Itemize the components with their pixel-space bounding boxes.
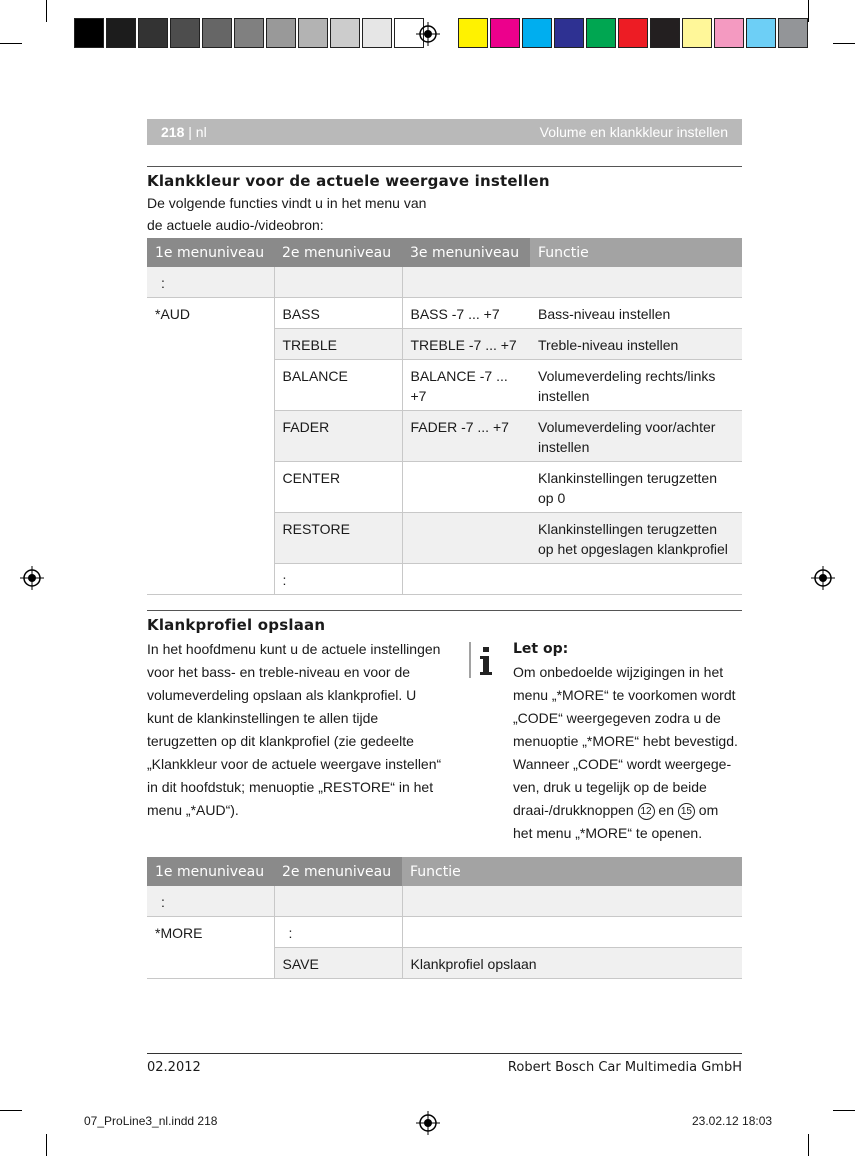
section-rule [147,166,742,167]
table-cell [530,267,742,298]
color-swatch [490,18,520,48]
registration-mark-icon [811,566,835,590]
table-row [147,886,742,917]
color-swatch [618,18,648,48]
footer-company: Robert Bosch Car Multimedia GmbH [507,1060,742,1075]
table-cell: Volumeverdeling rechts/links instellen [530,360,742,411]
table-cell: : [274,917,402,948]
column-header: 2e menuniveau [274,857,402,886]
note-text: Om onbedoelde wijzigingen in het menu „*MORE“ te voorkomen wordt „CODE“ weergegeven zodra u de menuoptie „*MORE“ hebt bevestigd. Wanneer „CODE“ wordt weergege- ven, druk u tegelijk op de beide draai-/drukknoppen 12 en 15 om het menu „*MORE“ te openen. [513,664,738,841]
registration-mark-icon [416,22,440,46]
slug-timestamp: 23.02.12 18:03 [692,1114,773,1128]
table-cell [402,886,742,917]
table-row [147,298,742,329]
table-cell [274,886,402,917]
color-swatch [522,18,552,48]
table-cell [402,462,530,513]
color-swatch [458,18,488,48]
table-cell [530,564,742,595]
column-header: 1e menuniveau [147,857,274,886]
table-cell: Treble-niveau instellen [530,329,742,360]
column-header: 2e menuniveau [274,238,402,267]
color-swatch [682,18,712,48]
intro-text: De volgende functies vindt u in het menu van de actuele audio-/videobron: [147,195,427,233]
table-cell: : [274,564,402,595]
table-cell [402,917,742,948]
body-text: In het hoofdmenu kunt u de actuele instellingen voor het bass- en treble-niveau en voor de volumeverdeling opslaan als klankprofiel. U kunt de klankinstellingen te allen tijde terugzetten op dit klankprofiel (zie gedeelte „Klankkleur voor de actuele weergave instellen“ in dit hoofdstuk; menuoptie „RESTORE“ in het menu „*AUD“). [147,641,442,818]
section-rule [147,610,742,611]
column-header: Functie [402,857,742,886]
table-cell: : [147,267,274,298]
info-icon [469,642,503,678]
color-swatch [554,18,584,48]
crop-mark [46,0,47,22]
table-cell: RESTORE [274,513,402,564]
table-cell [402,267,530,298]
table-cell: Bass-niveau instellen [530,298,742,329]
table-cell-level1: *AUD [147,298,274,595]
crop-mark [808,1134,809,1156]
table-cell: BASS [274,298,402,329]
crop-mark [833,1110,855,1111]
table-cell [274,267,402,298]
color-swatch [298,18,328,48]
section-heading: Klankprofiel opslaan [147,616,326,634]
column-header: Functie [530,238,742,267]
table-cell: Klankinstellingen terugzetten op 0 [530,462,742,513]
aud-menu-table [147,238,742,595]
table-cell: FADER -7 ... +7 [402,411,530,462]
color-swatch [714,18,744,48]
gray-swatch-bar [74,18,426,48]
color-swatch [138,18,168,48]
color-swatch [74,18,104,48]
knob-15-marker: 15 [678,803,695,820]
table-cell: SAVE [274,948,402,979]
knob-12-marker: 12 [638,803,655,820]
table-cell: BALANCE -7 ... +7 [402,360,530,411]
registration-mark-icon [416,1111,440,1135]
color-swatch [362,18,392,48]
color-swatch [778,18,808,48]
table-cell: : [147,886,274,917]
table-cell-level1: *MORE [147,917,274,979]
color-swatch [586,18,616,48]
column-header: 3e menuniveau [402,238,530,267]
crop-mark [0,43,22,44]
page-header-band [147,119,742,145]
color-swatch [746,18,776,48]
page-number: 218 | nl [161,124,207,140]
table-cell: TREBLE [274,329,402,360]
table-cell: CENTER [274,462,402,513]
slug-file: 07_ProLine3_nl.indd 218 [84,1114,218,1128]
table-cell: BASS -7 ... +7 [402,298,530,329]
table-cell: FADER [274,411,402,462]
color-swatch [106,18,136,48]
section-heading: Klankkleur voor de actuele weergave instellen [147,172,550,190]
footer-date: 02.2012 [147,1060,201,1075]
color-swatch [202,18,232,48]
table-cell: Volumeverdeling voor/achter instellen [530,411,742,462]
registration-mark-icon [20,566,44,590]
table-cell [402,513,530,564]
more-menu-table [147,857,742,979]
table-row [147,267,742,298]
table-cell: Klankinstellingen terugzetten op het opgeslagen klankprofiel [530,513,742,564]
color-swatch [266,18,296,48]
footer-rule [147,1053,742,1054]
crop-mark [833,43,855,44]
color-swatch-bar [458,18,810,48]
color-swatch [330,18,360,48]
table-cell: BALANCE [274,360,402,411]
table-cell: Klankprofiel opslaan [402,948,742,979]
table-header-row [147,857,742,886]
color-swatch [650,18,680,48]
note-title: Let op: [513,641,569,657]
chapter-title: Volume en klankkleur instellen [539,124,728,140]
table-cell: TREBLE -7 ... +7 [402,329,530,360]
table-cell [402,564,530,595]
table-row [147,917,742,948]
crop-mark [46,1134,47,1156]
crop-mark [0,1110,22,1111]
color-swatch [170,18,200,48]
color-swatch [234,18,264,48]
table-header-row [147,238,742,267]
column-header: 1e menuniveau [147,238,274,267]
